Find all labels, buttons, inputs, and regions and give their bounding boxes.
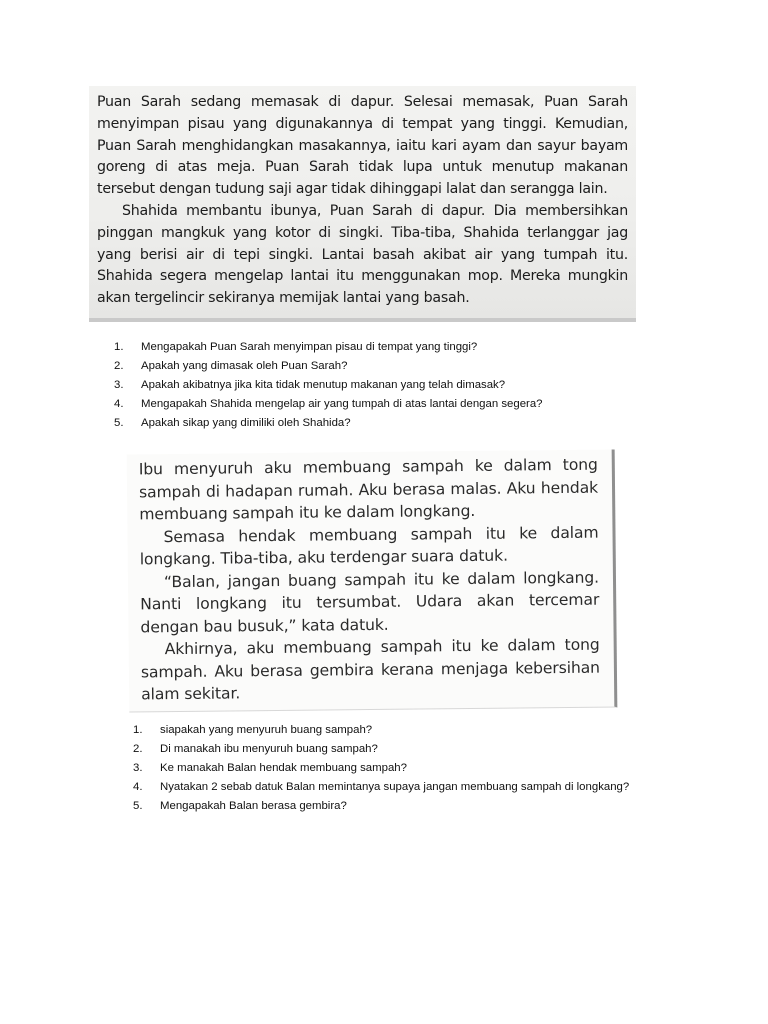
question-number: 2. bbox=[114, 360, 124, 372]
question-number: 4. bbox=[133, 781, 143, 793]
question-item bbox=[133, 721, 629, 740]
question-number: 5. bbox=[114, 417, 124, 429]
question-number: 3. bbox=[133, 762, 143, 774]
question-item bbox=[114, 414, 543, 433]
question-item bbox=[133, 740, 629, 759]
question-item bbox=[133, 778, 629, 797]
passage-2-paragraph-4: Akhirnya, aku membuang sampah itu ke dalam tong sampah. Aku berasa gembira kerana menjaga kebersihan alam sekitar. bbox=[140, 635, 601, 704]
passage-1-paragraph-1: Puan Sarah sedang memasak di dapur. Selesai memasak, Puan Sarah menyimpan pisau yang digunakannya di tempat yang tinggi. Kemudian, Puan Sarah menghidangkan masakannya, iaitu kari ayam dan sayur bayam goreng di atas meja. Puan Sarah tidak lupa untuk menutup makanan tersebut dengan tudung saji agar tidak dihinggapi lalat dan serangga lain. bbox=[97, 94, 628, 198]
passage-2-image bbox=[127, 449, 618, 712]
question-text: Apakah akibatnya jika kita tidak menutup makanan yang telah dimasak? bbox=[141, 379, 506, 391]
question-text: Mengapakah Puan Sarah menyimpan pisau di tempat yang tinggi? bbox=[141, 341, 478, 353]
question-item bbox=[133, 759, 629, 778]
question-number: 3. bbox=[114, 379, 124, 391]
passage-2-paragraph-2: Semasa hendak membuang sampah itu ke dalam longkang. Tiba-tiba, aku terdengar suara datuk. bbox=[139, 523, 599, 569]
question-item bbox=[114, 338, 543, 357]
passage-1-paragraph-2: Shahida membantu ibunya, Puan Sarah di dapur. Dia membersihkan pinggan mangkuk yang kotor di singki. Tiba-tiba, Shahida terlanggar jag yang berisi air di tepi singki. Lantai basah akibat air yang tumpah itu. Shahida segera mengelap lantai itu menggunakan mop. Mereka mungkin akan tergelincir sekiranya memijak lantai yang basah. bbox=[97, 202, 628, 307]
question-list-1 bbox=[114, 338, 543, 433]
question-text: Ke manakah Balan hendak membuang sampah? bbox=[160, 762, 407, 774]
passage-1-image bbox=[89, 86, 636, 322]
question-list-2 bbox=[133, 721, 629, 816]
question-text: Apakah yang dimasak oleh Puan Sarah? bbox=[141, 360, 348, 372]
question-text: Mengapakah Balan berasa gembira? bbox=[160, 800, 347, 812]
question-text: Apakah sikap yang dimiliki oleh Shahida? bbox=[141, 417, 351, 429]
question-item bbox=[114, 357, 543, 376]
question-number: 5. bbox=[133, 800, 143, 812]
question-text: siapakah yang menyuruh buang sampah? bbox=[160, 724, 373, 736]
question-item bbox=[114, 376, 543, 395]
question-number: 2. bbox=[133, 743, 143, 755]
passage-2-paragraph-3: “Balan, jangan buang sampah itu ke dalam longkang. Nanti longkang itu tersumbat. Udara akan tercemar dengan bau busuk,” kata datuk. bbox=[140, 568, 600, 636]
passage-2-paragraph-1: Ibu menyuruh aku membuang sampah ke dalam tong sampah di hadapan rumah. Aku berasa malas. Aku hendak membuang sampah itu ke dalam longkang. bbox=[138, 455, 599, 524]
question-number: 1. bbox=[114, 341, 124, 353]
question-item bbox=[133, 797, 629, 816]
question-text: Di manakah ibu menyuruh buang sampah? bbox=[160, 743, 378, 755]
question-item bbox=[114, 395, 543, 414]
question-number: 4. bbox=[114, 398, 124, 410]
question-text: Mengapakah Shahida mengelap air yang tumpah di atas lantai dengan segera? bbox=[141, 398, 543, 410]
question-number: 1. bbox=[133, 724, 143, 736]
question-text: Nyatakan 2 sebab datuk Balan memintanya supaya jangan membuang sampah di longkang? bbox=[160, 781, 630, 793]
